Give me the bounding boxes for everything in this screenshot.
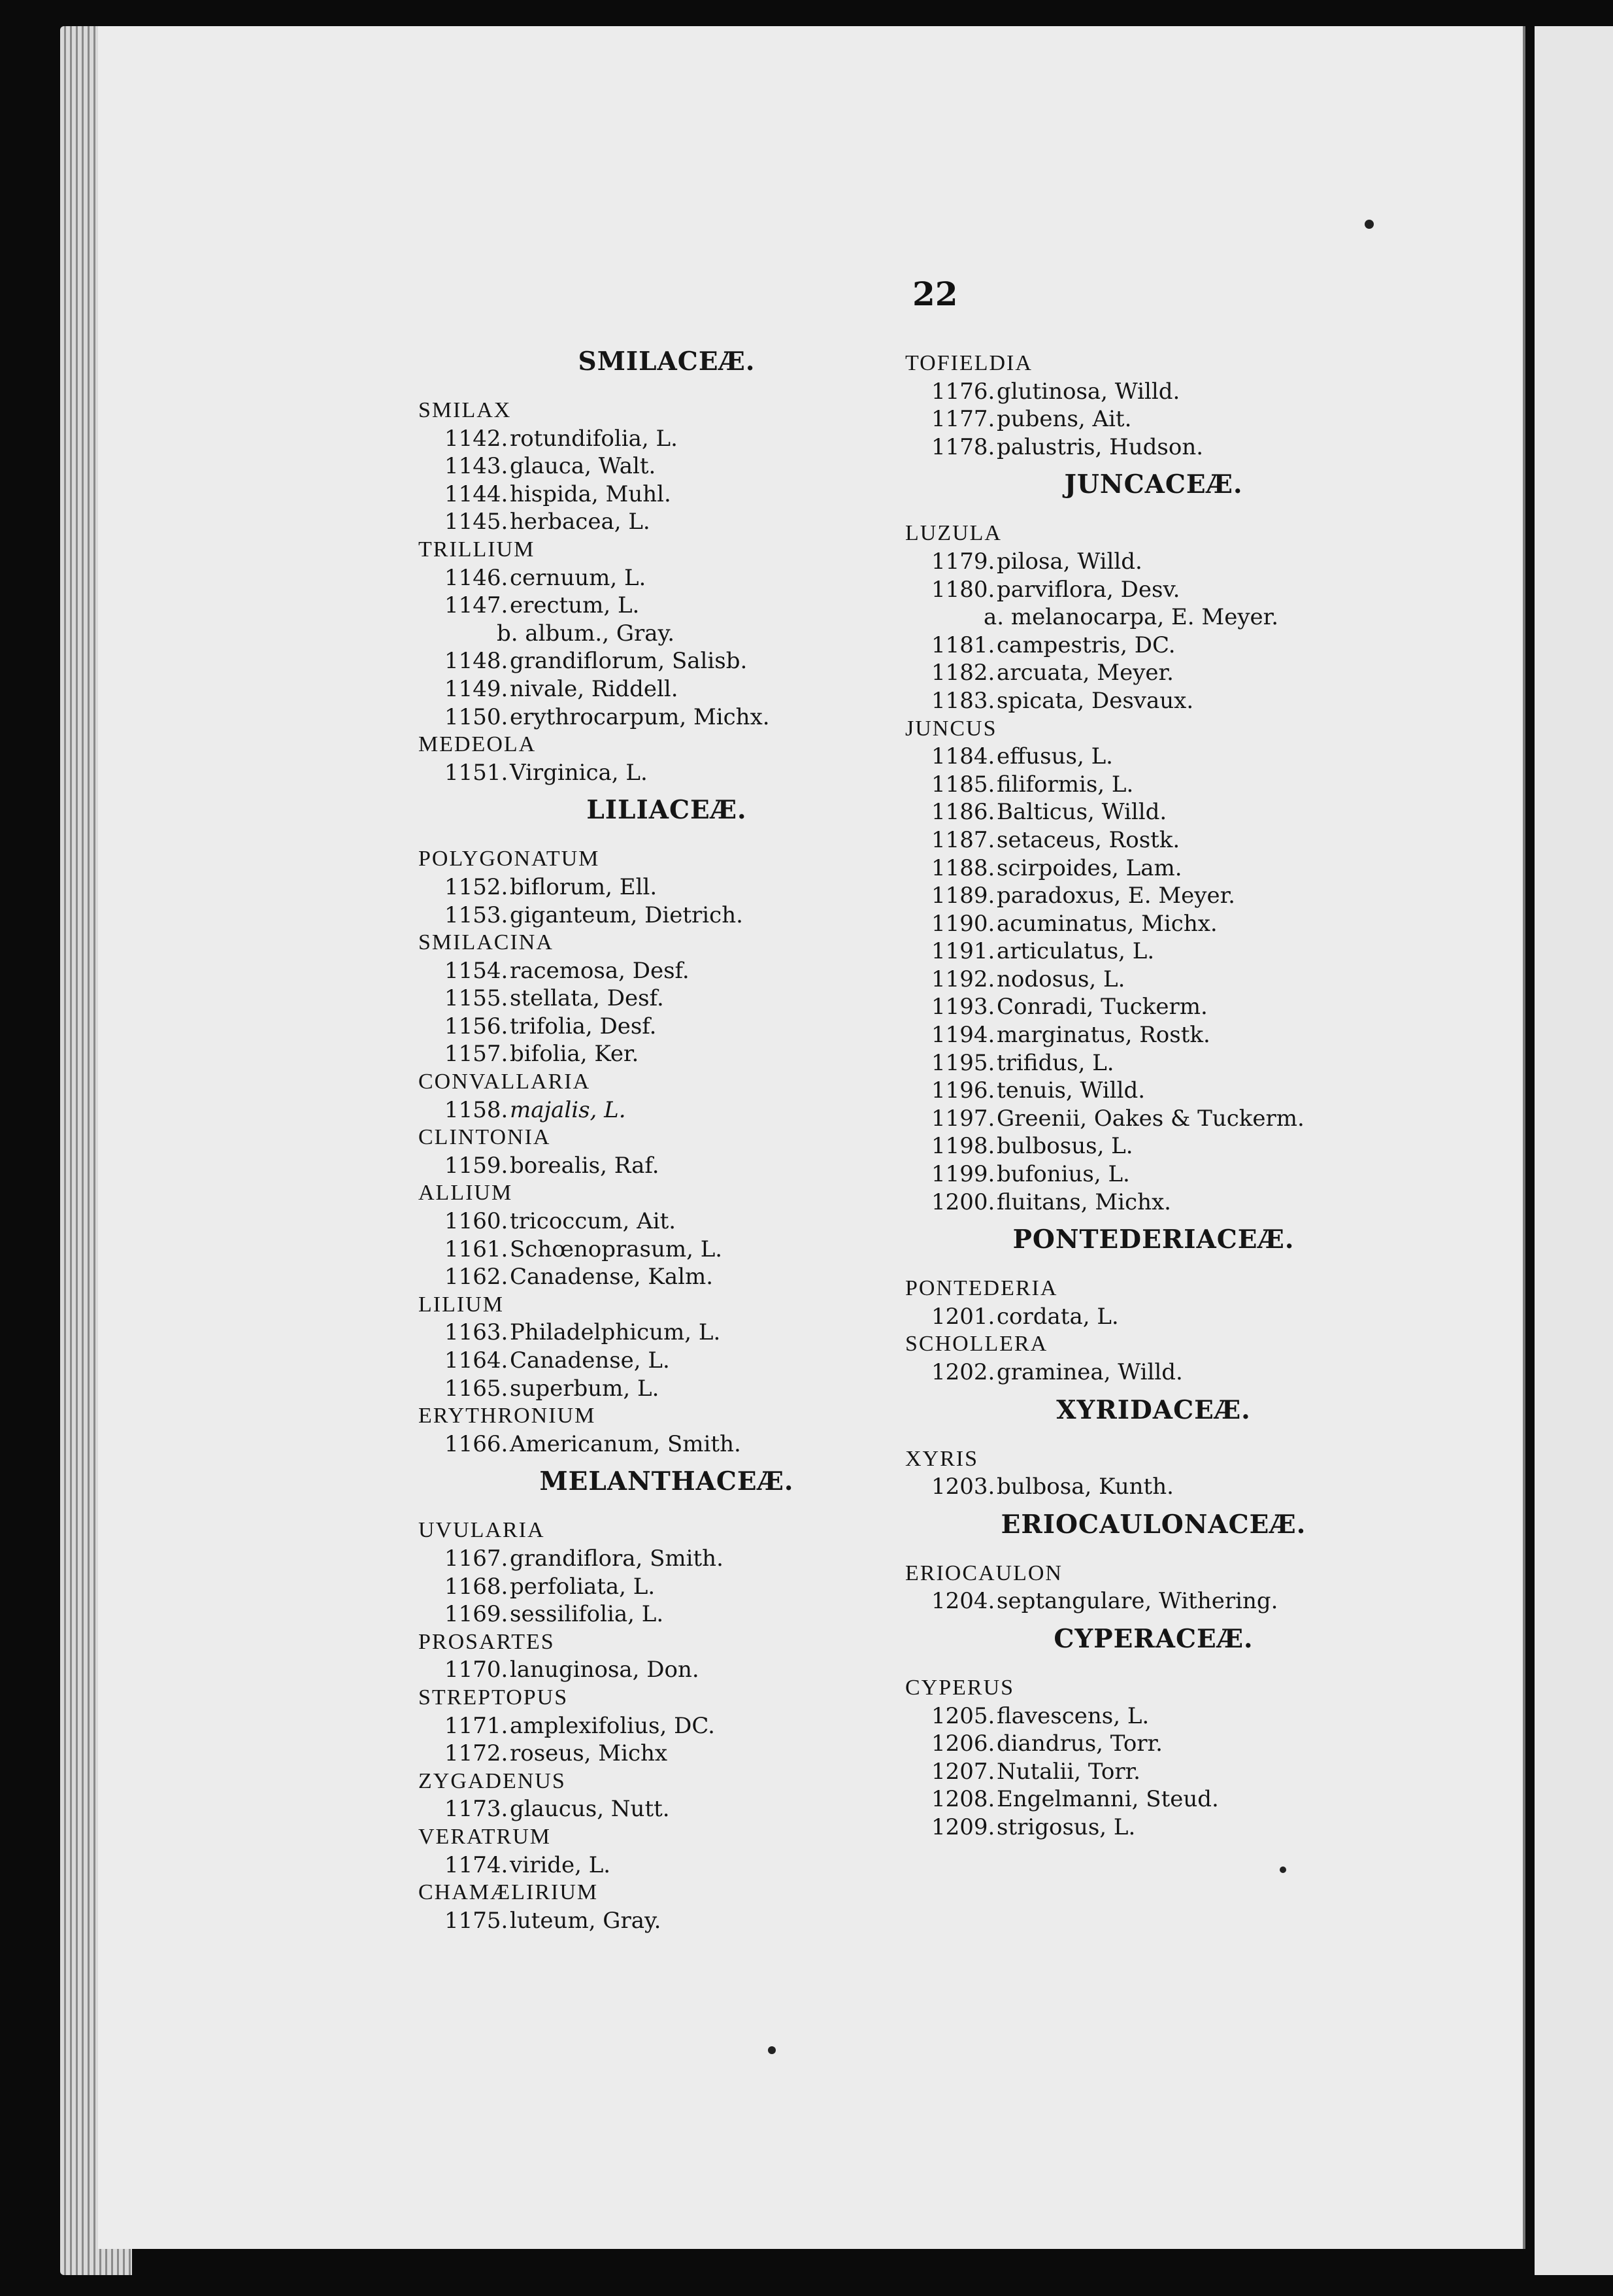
species-entry	[905, 993, 1402, 1021]
species-entry	[905, 854, 1402, 883]
genus-heading: PROSARTES	[418, 1629, 555, 1654]
species-entry	[418, 1375, 915, 1403]
genus-heading: ALLIUM	[418, 1181, 513, 1206]
species-name: viride, L.	[510, 1851, 611, 1878]
species-number: 1200.	[931, 1189, 995, 1215]
species-name: effusus, L.	[997, 743, 1113, 770]
species-number: 1173.	[444, 1796, 508, 1823]
species-number: 1192.	[931, 966, 995, 992]
species-name: cernuum, L.	[510, 564, 646, 591]
family-heading: SMILACEÆ.	[578, 346, 756, 377]
species-name: bifolia, Ker.	[510, 1041, 639, 1068]
genus-heading: LILIUM	[418, 1292, 504, 1317]
species-name: diandrus, Torr.	[997, 1730, 1163, 1757]
species-number: 1151.	[444, 759, 508, 786]
species-name: tenuis, Willd.	[997, 1077, 1146, 1104]
species-number: 1143.	[444, 453, 508, 480]
species-number: 1142.	[444, 425, 508, 452]
page-number: 22	[912, 275, 958, 313]
species-entry	[418, 1347, 915, 1375]
species-name: glauca, Walt.	[510, 453, 656, 480]
species-entry	[905, 966, 1402, 994]
species-number: 1149.	[444, 675, 508, 702]
species-entry	[905, 1077, 1402, 1105]
species-entry	[905, 882, 1402, 910]
species-name: glaucus, Nutt.	[510, 1796, 670, 1823]
species-entry	[905, 576, 1402, 604]
species-number: 1195.	[931, 1049, 995, 1076]
species-number: 1197.	[931, 1105, 995, 1132]
species-entry	[418, 564, 915, 592]
species-number: 1170.	[444, 1657, 508, 1683]
species-number: 1174.	[444, 1851, 508, 1878]
species-entry	[418, 1207, 915, 1236]
species-entry	[905, 378, 1402, 406]
species-entry	[418, 675, 915, 703]
family-heading: PONTEDERIACEÆ.	[1012, 1224, 1295, 1255]
genus-heading: UVULARIA	[418, 1518, 545, 1543]
family-heading: ERIOCAULONACEÆ.	[1001, 1509, 1306, 1540]
species-name: herbacea, L.	[510, 509, 650, 535]
species-number: 1147.	[444, 592, 508, 619]
genus-heading: XYRIS	[905, 1446, 979, 1471]
species-entry	[905, 632, 1402, 660]
species-entry	[418, 1013, 915, 1041]
species-name: Conradi, Tuckerm.	[997, 994, 1208, 1021]
species-name: glutinosa, Willd.	[997, 378, 1180, 405]
species-number: 1194.	[931, 1022, 995, 1049]
species-entry	[418, 902, 915, 930]
species-number: 1171.	[444, 1712, 508, 1739]
species-number: 1207.	[931, 1758, 995, 1785]
species-number: 1190.	[931, 910, 995, 937]
variety-entry: b. album., Gray.	[497, 620, 675, 647]
species-name: Philadelphicum, L.	[510, 1319, 721, 1346]
species-entry	[905, 910, 1402, 938]
species-entry	[905, 1021, 1402, 1049]
species-name: scirpoides, Lam.	[997, 854, 1182, 881]
left-column	[418, 338, 915, 1934]
species-number: 1157.	[444, 1041, 508, 1068]
species-entry	[905, 548, 1402, 576]
species-number: 1153.	[444, 902, 508, 928]
species-name: cordata, L.	[997, 1303, 1119, 1330]
species-entry	[418, 873, 915, 902]
genus-heading: VERATRUM	[418, 1824, 552, 1849]
genus-heading: SCHOLLERA	[905, 1332, 1048, 1357]
family-heading: CYPERACEÆ.	[1054, 1623, 1254, 1654]
species-name: racemosa, Desf.	[510, 957, 690, 984]
facing-page-edge	[1535, 26, 1613, 2275]
ink-speck	[1365, 220, 1374, 229]
species-name: palustris, Hudson.	[997, 433, 1204, 460]
species-name: trifolia, Desf.	[510, 1013, 657, 1039]
species-number: 1178.	[931, 433, 995, 460]
species-entry	[905, 1049, 1402, 1077]
species-entry	[905, 1473, 1402, 1501]
species-number: 1198.	[931, 1133, 995, 1160]
species-entry	[905, 798, 1402, 826]
species-name: filiformis, L.	[997, 771, 1134, 798]
species-entry	[418, 481, 915, 509]
species-name: nodosus, L.	[997, 966, 1125, 992]
species-name: bufonius, L.	[997, 1161, 1130, 1188]
genus-heading: TOFIELDIA	[905, 351, 1033, 375]
ink-speck	[768, 2046, 776, 2054]
species-name: paradoxus, E. Meyer.	[997, 883, 1235, 909]
genus-heading: JUNCUS	[905, 716, 997, 741]
species-name: tricoccum, Ait.	[510, 1208, 676, 1235]
species-name: septangulare, Withering.	[997, 1588, 1278, 1615]
species-number: 1187.	[931, 826, 995, 853]
species-number: 1172.	[444, 1740, 508, 1767]
species-number: 1186.	[931, 799, 995, 826]
species-entry	[418, 1152, 915, 1180]
species-number: 1182.	[931, 660, 995, 686]
species-entry	[905, 1132, 1402, 1160]
species-entry	[418, 1573, 915, 1601]
species-number: 1159.	[444, 1152, 508, 1179]
species-name: majalis, L.	[510, 1096, 626, 1123]
species-name: setaceus, Rostk.	[997, 826, 1180, 853]
species-name: strigosus, L.	[997, 1814, 1136, 1840]
species-entry	[905, 1730, 1402, 1758]
species-number: 1161.	[444, 1236, 508, 1262]
species-number: 1201.	[931, 1303, 995, 1330]
species-name: lanuginosa, Don.	[510, 1657, 699, 1683]
species-entry	[905, 1814, 1402, 1842]
species-entry	[905, 1189, 1402, 1217]
species-number: 1165.	[444, 1375, 508, 1402]
species-name: graminea, Willd.	[997, 1359, 1183, 1385]
species-number: 1160.	[444, 1208, 508, 1235]
species-number: 1177.	[931, 406, 995, 433]
species-number: 1183.	[931, 687, 995, 714]
species-name: arcuata, Meyer.	[997, 660, 1174, 686]
species-number: 1204.	[931, 1588, 995, 1615]
species-number: 1203.	[931, 1474, 995, 1500]
species-entry	[418, 957, 915, 985]
species-number: 1181.	[931, 632, 995, 658]
family-heading: JUNCACEÆ.	[1064, 469, 1243, 500]
species-number: 1193.	[931, 994, 995, 1021]
species-entry	[418, 452, 915, 481]
genus-heading: PONTEDERIA	[905, 1276, 1058, 1301]
species-number: 1150.	[444, 703, 508, 730]
variety-entry: a. melanocarpa, E. Meyer.	[984, 604, 1278, 631]
species-number: 1148.	[444, 648, 508, 675]
species-entry	[905, 1160, 1402, 1189]
species-number: 1202.	[931, 1359, 995, 1385]
species-name: flavescens, L.	[997, 1702, 1150, 1729]
species-name: hispida, Muhl.	[510, 481, 671, 507]
species-name: Canadense, L.	[510, 1347, 670, 1374]
species-number: 1154.	[444, 957, 508, 984]
right-column	[905, 350, 1402, 1842]
species-entry	[905, 1359, 1402, 1387]
genus-heading: ERIOCAULON	[905, 1561, 1063, 1585]
species-entry	[905, 1702, 1402, 1730]
species-name: Engelmanni, Steud.	[997, 1786, 1219, 1813]
species-number: 1163.	[444, 1319, 508, 1346]
species-entry	[418, 1319, 915, 1347]
species-name: Nutalii, Torr.	[997, 1758, 1140, 1785]
species-number: 1169.	[444, 1601, 508, 1628]
genus-heading: CYPERUS	[905, 1675, 1015, 1700]
species-number: 1162.	[444, 1264, 508, 1291]
species-entry	[418, 1656, 915, 1684]
species-entry	[905, 405, 1402, 433]
species-name: articulatus, L.	[997, 938, 1155, 965]
species-number: 1156.	[444, 1013, 508, 1039]
species-name: perfoliata, L.	[510, 1573, 656, 1600]
species-name: marginatus, Rostk.	[997, 1022, 1210, 1049]
species-entry	[418, 1600, 915, 1629]
species-number: 1158.	[444, 1096, 508, 1123]
species-entry	[905, 937, 1402, 966]
species-number: 1188.	[931, 854, 995, 881]
species-entry	[905, 1758, 1402, 1786]
species-name: Americanum, Smith.	[510, 1430, 741, 1457]
genus-heading: TRILLIUM	[418, 537, 535, 562]
species-number: 1146.	[444, 564, 508, 591]
species-entry	[418, 1795, 915, 1823]
species-number: 1208.	[931, 1786, 995, 1813]
species-entry	[905, 743, 1402, 771]
species-number: 1155.	[444, 985, 508, 1012]
species-entry	[905, 433, 1402, 462]
species-name: superbum, L.	[510, 1375, 659, 1402]
genus-heading: ZYGADENUS	[418, 1768, 566, 1793]
species-entry	[905, 771, 1402, 799]
species-entry	[418, 759, 915, 787]
species-entry	[905, 687, 1402, 715]
species-name: rotundifolia, L.	[510, 425, 678, 452]
genus-heading: SMILACINA	[418, 930, 554, 955]
species-name: Virginica, L.	[510, 759, 648, 786]
genus-heading: CLINTONIA	[418, 1125, 551, 1150]
genus-heading: STREPTOPUS	[418, 1685, 569, 1710]
species-name: biflorum, Ell.	[510, 873, 657, 900]
species-entry	[418, 1263, 915, 1291]
species-entry	[418, 425, 915, 453]
family-heading: LILIACEÆ.	[586, 795, 747, 826]
species-name: giganteum, Dietrich.	[510, 902, 743, 928]
species-number: 1176.	[931, 378, 995, 405]
genus-heading: CHAMÆLIRIUM	[418, 1880, 599, 1905]
species-entry	[905, 1105, 1402, 1133]
species-name: campestris, DC.	[997, 632, 1176, 658]
species-number: 1167.	[444, 1545, 508, 1572]
species-name: Greenii, Oakes & Tuckerm.	[997, 1105, 1305, 1132]
species-name: pubens, Ait.	[997, 406, 1132, 433]
species-entry	[418, 1712, 915, 1740]
species-name: pilosa, Willd.	[997, 548, 1142, 575]
species-entry	[418, 1907, 915, 1935]
species-entry	[418, 1545, 915, 1573]
species-name: luteum, Gray.	[510, 1907, 661, 1934]
species-number: 1168.	[444, 1573, 508, 1600]
species-entry	[418, 647, 915, 675]
genus-heading: CONVALLARIA	[418, 1070, 591, 1094]
species-number: 1145.	[444, 509, 508, 535]
species-number: 1185.	[931, 771, 995, 798]
species-name: erythrocarpum, Michx.	[510, 703, 770, 730]
species-number: 1199.	[931, 1161, 995, 1188]
species-name: sessilifolia, L.	[510, 1601, 664, 1628]
species-name: Schœnoprasum, L.	[510, 1236, 723, 1262]
genus-heading: POLYGONATUM	[418, 847, 600, 871]
species-name: nivale, Riddell.	[510, 675, 678, 702]
species-name: bulbosa, Kunth.	[997, 1474, 1174, 1500]
species-name: borealis, Raf.	[510, 1152, 659, 1179]
species-number: 1189.	[931, 883, 995, 909]
species-name: erectum, L.	[510, 592, 640, 619]
species-number: 1209.	[931, 1814, 995, 1840]
species-entry	[418, 1236, 915, 1264]
species-name: grandiflorum, Salisb.	[510, 648, 748, 675]
species-entry	[418, 1740, 915, 1768]
genus-heading: MEDEOLA	[418, 732, 537, 757]
species-number: 1152.	[444, 873, 508, 900]
species-entry	[418, 703, 915, 732]
species-name: parviflora, Desv.	[997, 576, 1180, 603]
species-number: 1166.	[444, 1430, 508, 1457]
species-name: bulbosus, L.	[997, 1133, 1133, 1160]
species-entry	[905, 1587, 1402, 1615]
species-number: 1206.	[931, 1730, 995, 1757]
genus-heading: SMILAX	[418, 398, 512, 422]
species-name: trifidus, L.	[997, 1049, 1114, 1076]
species-entry	[418, 985, 915, 1013]
species-name: acuminatus, Michx.	[997, 910, 1218, 937]
species-entry	[418, 1430, 915, 1459]
species-entry	[905, 1303, 1402, 1331]
genus-heading: ERYTHRONIUM	[418, 1404, 596, 1428]
family-heading: MELANTHACEÆ.	[539, 1466, 794, 1497]
species-name: roseus, Michx	[510, 1740, 668, 1767]
species-name: amplexifolius, DC.	[510, 1712, 715, 1739]
species-name: Balticus, Willd.	[997, 799, 1167, 826]
species-number: 1164.	[444, 1347, 508, 1374]
species-number: 1205.	[931, 1702, 995, 1729]
species-entry	[905, 659, 1402, 687]
species-entry	[418, 1851, 915, 1880]
species-entry	[905, 1785, 1402, 1814]
species-number: 1179.	[931, 548, 995, 575]
species-number: 1180.	[931, 576, 995, 603]
species-name: grandiflora, Smith.	[510, 1545, 723, 1572]
species-name: stellata, Desf.	[510, 985, 664, 1012]
species-number: 1175.	[444, 1907, 508, 1934]
species-entry	[418, 1096, 915, 1124]
species-number: 1191.	[931, 938, 995, 965]
species-number: 1144.	[444, 481, 508, 507]
species-number: 1196.	[931, 1077, 995, 1104]
genus-heading: LUZULA	[905, 521, 1002, 546]
species-number: 1184.	[931, 743, 995, 770]
species-entry	[418, 592, 915, 620]
species-entry	[418, 1040, 915, 1068]
species-entry	[418, 508, 915, 536]
family-heading: XYRIDACEÆ.	[1056, 1394, 1251, 1425]
ink-speck	[1280, 1866, 1286, 1873]
species-name: spicata, Desvaux.	[997, 687, 1194, 714]
species-name: fluitans, Michx.	[997, 1189, 1171, 1215]
species-name: Canadense, Kalm.	[510, 1264, 714, 1291]
species-entry	[905, 826, 1402, 854]
